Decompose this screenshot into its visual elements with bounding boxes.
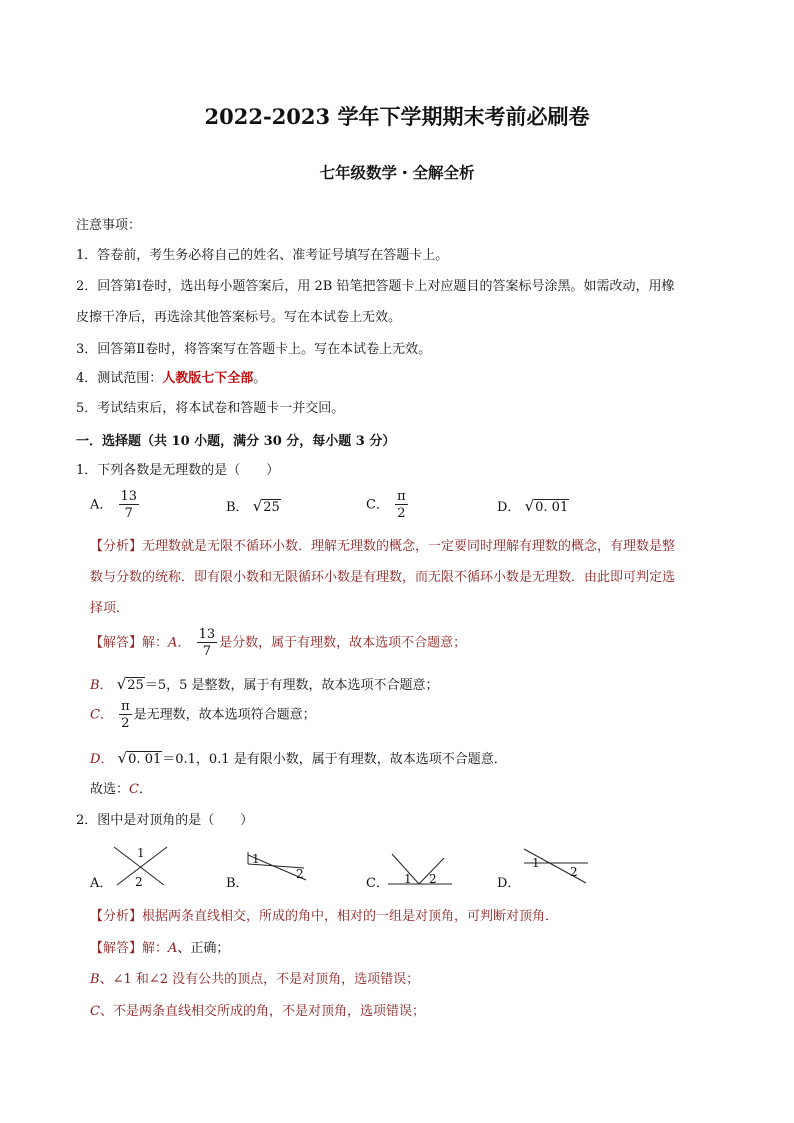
notice-heading: 注意事项： [76, 218, 142, 233]
choice-prefix: 故选： [90, 782, 130, 797]
q1-option-d-label: D． [497, 500, 521, 515]
radicand: 0. 01 [128, 752, 162, 767]
q1-option-a-fraction [119, 490, 140, 520]
notice-item-4 [76, 370, 266, 388]
page-title: 2022-2023 学年下学期期末考前必刷卷 [204, 104, 590, 129]
notice-item-4-prefix: 4．测试范围： [76, 371, 163, 386]
radical-icon: √ [116, 675, 127, 693]
q1-analysis-line-1 [90, 538, 675, 556]
q2-figure-a [112, 843, 172, 887]
notice-item-4-suffix: 。 [253, 371, 267, 386]
answer-text: ＝0.1，0.1 是有限小数，属于有理数，故本选项不合题意． [162, 752, 507, 767]
notice-item-2-cont: 皮擦干净后，再选涂其他答案标号。写在本试卷上无效。 [76, 310, 402, 325]
numerator: 13 [198, 627, 216, 642]
notice-item-1: 1．答卷前，考生务必将自己的姓名、准考证号填写在答题卡上。 [76, 248, 449, 263]
q1-option-b-sqrt [253, 497, 281, 517]
angle-label-2: 2 [135, 875, 143, 889]
denominator: 2 [121, 716, 130, 731]
page-subtitle: 七年级数学・全解全析 [319, 163, 475, 182]
q1-answer-d [90, 749, 507, 769]
q1-choice [90, 781, 152, 799]
answer-letter: C [90, 707, 100, 723]
q1-answer-c [90, 700, 316, 730]
angle-label-2: 2 [429, 872, 437, 886]
angle-label-1: 1 [532, 856, 540, 870]
answer-text: 、∠1 和∠2 没有公共的顶点，不是对顶角，选项错误； [99, 972, 420, 987]
q1-option-d-radicand: 0. 01 [535, 500, 569, 515]
angle-label-1: 1 [404, 872, 412, 886]
angle-label-1: 1 [137, 846, 145, 860]
answer-letter: D [90, 752, 101, 767]
answer-letter: A [168, 941, 178, 956]
q1-answer-c-fraction [119, 700, 132, 730]
angle-label-1: 1 [252, 852, 260, 866]
answer-prefix: 解： [142, 941, 169, 956]
answer-text: 、正确； [177, 941, 230, 956]
q1-analysis-line-2: 数与分数的统称．即有限小数和无限循环小数是有理数，而无限不循环小数是无理数．由此即可判定选 [90, 570, 676, 585]
q1-option-c-fraction [395, 490, 408, 520]
radical-icon: √ [524, 497, 535, 515]
answer-letter: C [90, 1004, 100, 1019]
q1-answer-b [90, 675, 439, 695]
answer-text: 、不是两条直线相交所成的角，不是对顶角，选项错误； [99, 1004, 425, 1019]
angle-label-2: 2 [570, 865, 578, 879]
answer-dot: ． [99, 678, 113, 693]
q2-figure-d [522, 845, 592, 885]
answer-letter: A [168, 635, 178, 651]
q1-option-b-label: B． [226, 500, 249, 515]
q1-analysis-line-3: 择项． [90, 601, 130, 616]
choice-letter: C [129, 782, 139, 797]
q1-option-b [226, 497, 281, 517]
answer-tag: 【解答】 [90, 635, 143, 651]
q1-option-c-label: C． [366, 497, 389, 513]
answer-dot: ． [177, 635, 191, 651]
q2-option-a-label: A． [90, 876, 113, 891]
choice-dot: ． [138, 782, 152, 797]
answer-text: ＝5，5 是整数，属于有理数，故本选项不合题意； [144, 678, 439, 693]
q2-answer-a [90, 940, 229, 958]
analysis-tag: 【分析】 [90, 539, 143, 554]
q1-option-a-denominator: 7 [124, 506, 133, 521]
answer-letter: B [90, 678, 100, 693]
numerator: π [121, 699, 130, 714]
q2-option-d-label: D． [497, 876, 521, 891]
q2-figure-c [386, 852, 456, 888]
test-range: 人教版七下全部 [162, 371, 254, 386]
answer-prefix: 解： [142, 635, 169, 651]
notice-item-5: 5．考试结束后，将本试卷和答题卡一并交回。 [76, 401, 345, 416]
notice-item-2: 2．回答第Ⅰ卷时，选出每小题答案后，用 2B 铅笔把答题卡上对应题目的答案标号涂黑。如需改动，用橡 [76, 279, 675, 294]
q1-option-a [90, 490, 141, 520]
answer-text: 是分数，属于有理数，故本选项不合题意； [219, 635, 467, 651]
q1-option-c-numerator: π [397, 489, 406, 504]
q1-option-d-sqrt [525, 497, 570, 517]
q2-option-b-label: B． [226, 876, 249, 891]
q1-option-a-numerator: 13 [120, 489, 138, 504]
q1-answer-d-sqrt [118, 749, 163, 769]
q1-answer-a [90, 628, 466, 658]
q2-option-c-label: C． [366, 876, 389, 891]
radical-icon: √ [117, 749, 128, 767]
answer-dot: ． [100, 752, 114, 767]
answer-dot: ． [99, 707, 113, 723]
q1-option-a-label: A． [90, 497, 113, 513]
radical-icon: √ [252, 497, 263, 515]
q2-stem: 2．图中是对顶角的是（ ） [76, 813, 254, 828]
analysis-tag: 【分析】 [90, 909, 143, 924]
q1-answer-b-sqrt [117, 675, 145, 695]
q2-answer-c [90, 1003, 425, 1021]
answer-letter: B [90, 972, 100, 987]
denominator: 7 [202, 644, 211, 659]
angle-label-2: 2 [296, 867, 304, 881]
answer-text: 是无理数，故本选项符合题意； [133, 707, 316, 723]
q1-option-b-radicand: 25 [263, 500, 280, 515]
q1-stem: 1．下列各数是无理数的是（ ） [76, 463, 280, 478]
q2-answer-b [90, 971, 419, 989]
q1-analysis-text-1: 无理数就是无限不循环小数．理解无理数的概念，一定要同时理解有理数的概念，有理数是整 [142, 539, 676, 554]
radicand: 25 [127, 678, 144, 693]
q2-analysis [90, 908, 558, 926]
q1-option-d [497, 497, 569, 517]
answer-tag: 【解答】 [90, 941, 143, 956]
q2-analysis-text: 根据两条直线相交，所成的角中，相对的一组是对顶角，可判断对顶角． [142, 909, 559, 924]
notice-item-3: 3．回答第Ⅱ卷时，将答案写在答题卡上。写在本试卷上无效。 [76, 342, 432, 357]
q1-option-c [366, 490, 410, 520]
q1-answer-a-fraction [197, 628, 218, 658]
q2-figure-b [246, 850, 310, 886]
section-heading: 一．选择题（共 10 小题，满分 30 分，每小题 3 分） [76, 434, 396, 449]
q1-option-c-denominator: 2 [397, 506, 406, 521]
